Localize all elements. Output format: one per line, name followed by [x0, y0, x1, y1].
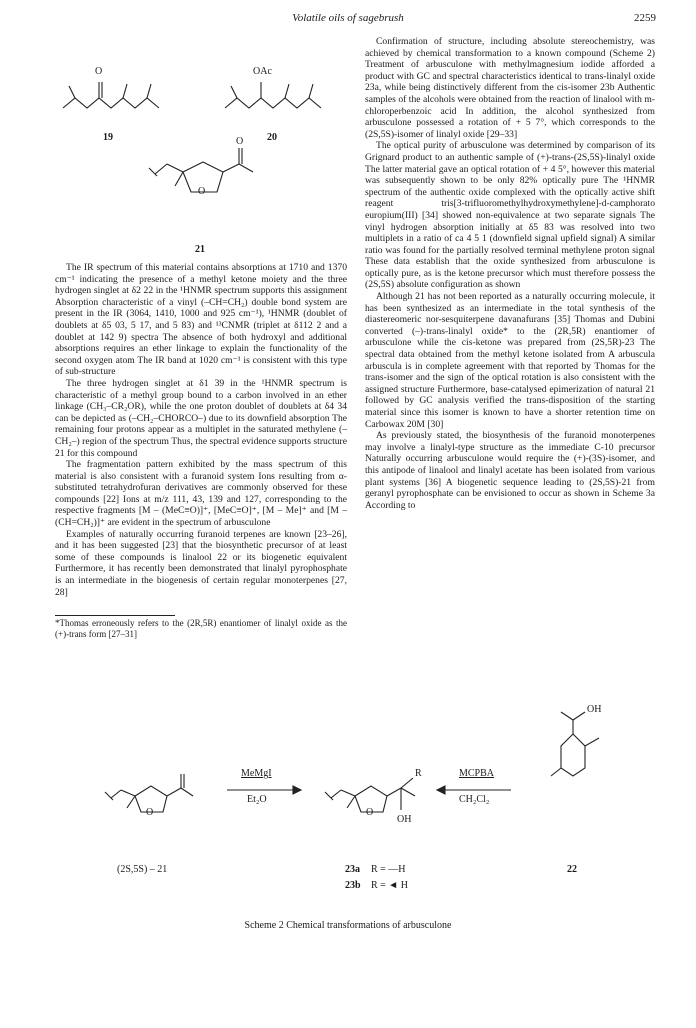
- footnote-rule: [55, 615, 175, 616]
- left-column-body: [55, 262, 347, 598]
- running-title: Volatile oils of sagebrush: [292, 12, 404, 24]
- footnote: *Thomas erroneously refers to the (2R,5R) enantiomer of linalyl oxide as the (+)-trans form [27–31]: [55, 618, 347, 639]
- left-paragraph: The three hydrogen singlet at δ1 39 in the ¹HNMR spectrum is characteristic of a methyl group bound to a carbon involved in an ether linkage (CH₃–CR₂OR), while the one proton doublet of doublets at δ4 34 can be depicted as (–CH₂–CHORCO–) due to its downfield absorption The remaining four protons appear as a multiplet in the saturated methylene (–CH₂–) region of the spectrum Thus, the spectral evidence supports structure 21 for this compound: [55, 377, 347, 459]
- chain-20: [225, 98, 321, 108]
- reagent-1-top: MeMgI: [241, 768, 272, 779]
- atom-o-ring-21: O: [198, 186, 206, 197]
- label-22: 22: [567, 864, 577, 875]
- compound-label-21: 21: [195, 244, 205, 255]
- structures-figure: [55, 36, 347, 260]
- left-paragraph: The IR spectrum of this material contains absorptions at 1710 and 1370 cm⁻¹ indicating the presence of a methyl ketone moiety and the three hydrogen singlet at δ2 22 in the ¹HNMR spectrum supports this assignment Absorption characteristic of a vinyl (–CH=CH₂) double bond system are present in the IR (3064, 1410, 1000 and 925 cm⁻¹), ¹HNMR (doublet of doublets at δ5 03, 5 17, and 5 83) and ¹³CNMR (triplet at δ112 2 and a doublet at 142 9) spectra The absence of both hydroxyl and additional absorptions requires an ether linkage to explain the functionality of the second oxygen atom The IR band at 1020 cm⁻¹ is consistent with this type of sub-structure: [55, 262, 347, 378]
- right-column-body: [365, 36, 655, 511]
- label-23a: 23a: [345, 864, 360, 875]
- atom-o-19: O: [95, 66, 103, 77]
- left-paragraph: Examples of naturally occurring furanoid terpenes are known [23–26], and it has been suggested [23] that the biosynthetic precursor of at least some of these compounds is linalool 22 or its biogenetic equivalent Furthermore, it has recently been demonstrated that linalyl pyrophosphate is an intermediate in the biogenesis of certain regular monoterpenes [27, 28]: [55, 528, 347, 598]
- compound-label-20: 20: [267, 132, 277, 143]
- reagent-2-top: MCPBA: [459, 768, 495, 779]
- right-paragraph: As previously stated, the biosynthesis of the furanoid monoterpenes may involve a linalyl-type structure as the immediate C-10 precursor Naturally occurring arbusculone would require the (+)-(3S)-isomer, and this antipode of linalool and linalyl acetate has been isolated from various plant systems [36] A biogenetic sequence leading to (2S,5S)-21 from geranyl pyrophosphate can be envisioned to occur as shown in Scheme 3a According to: [365, 430, 655, 511]
- chain-19: [63, 98, 159, 108]
- atom-o-carbonyl-21: O: [236, 136, 244, 147]
- atom-oac-20: OAc: [253, 66, 272, 77]
- atom-oh-linalool: OH: [587, 704, 602, 715]
- atom-oh-product: OH: [397, 814, 412, 825]
- right-paragraph: Confirmation of structure, including absolute stereochemistry, was achieved by chemical transformation to a known compound (Scheme 2) Treatment of arbusculone with methylmagnesium iodide afforded a product with GC and spectral characteristics identical to trans-linalyl oxide 23a, while being distinctively different from the cis-isomer 23b Authentic samples of the alcohols were obtained from the reaction of linalool with m-chloroperbenzoic acid In addition, the alcohol synthesized from arbusculone possessed a rotation of + 5 7°, which corresponds to the (2S,5S)-isomer of linalyl oxide [29–33]: [365, 36, 655, 140]
- label-start-compound: (2S,5S) – 21: [117, 864, 168, 875]
- page-number: 2259: [634, 12, 656, 24]
- atom-o-product: O: [366, 807, 374, 818]
- right-paragraph: Although 21 has not been reported as a naturally occurring molecule, it has been synthesized as an intermediate in the total synthesis of the diastereomeric nor-sesquiterpene davanafurans [35] Thomas and Dubini converted (–)-trans-linalyl oxide* to the (2R,5R) enantiomer of arbusculone while the cis-ketone was prepared from (2S,5R)-23 The spectral data obtained from the methyl ketone isolated from A arbuscula arbuscula is in complete agreement with that reported by Thomas for the trans-isomer and the sign of the optical rotation is also consistent with the assigned structure Furthermore, base-catalysed epimerization of natural 21 followed by GC analysis verified the trans-disposition of the starting material since this isomer is known to have a shorter retention time on Carbowax 20M [30]: [365, 291, 655, 430]
- scheme-2: [55, 694, 655, 994]
- reagent-1-bottom: Et₂O: [247, 794, 267, 805]
- label-23a-r: R = —H: [371, 864, 406, 875]
- label-23b: 23b: [345, 880, 361, 891]
- right-paragraph: The optical purity of arbusculone was determined by comparison of its Grignard product to an authentic sample of (+)-trans-(2S,5S)-linalyl oxide The latter material gave an optical rotation of + 4 5°, however this material was subsequently shown to be only 82% optically pure The ¹HNMR spectrum of the authentic oxide complexed with the optically active shift reagent tris[3-trifluoromethylhydroxymethylene]-d-camphorato europium(III) [34] showed non-equivalence at two separate signals The vinyl hydrogen absorption initially at δ5 83 was resolved into two multiplets in a ratio of ca 4 5 1 (downfield signal upfield signal) A similar ratio was found for the partially resolved terminal methylene proton signal These data establish that the oxide synthesized from arbusculone is optically pure, as is the ketone precursor which must therefore possess the (2S,5S) absolute configuration as shown: [365, 140, 655, 291]
- left-paragraph: The fragmentation pattern exhibited by the mass spectrum of this material is also consistent with a furanoid system Ions resulting from α-substituted tetrahydrofuran derivatives are commonly observed for these compounds [22] Ions at m/z 111, 43, 139 and 127, corresponding to the respective fragments [M – (MeC≡O)]⁺, [MeC≡O]⁺, [M – Me]⁺ and [M – (CH=CH₂)]⁺ are evident in the spectrum of arbusculone: [55, 459, 347, 529]
- atom-r: R: [415, 768, 422, 779]
- scheme-caption: Scheme 2 Chemical transformations of arbusculone: [244, 920, 452, 931]
- reagent-2-bottom: CH₂Cl₂: [459, 794, 490, 805]
- compound-label-19: 19: [103, 132, 113, 143]
- running-header: [0, 12, 696, 28]
- atom-o-start: O: [146, 807, 154, 818]
- label-23b-r: R = ◄ H: [371, 880, 408, 891]
